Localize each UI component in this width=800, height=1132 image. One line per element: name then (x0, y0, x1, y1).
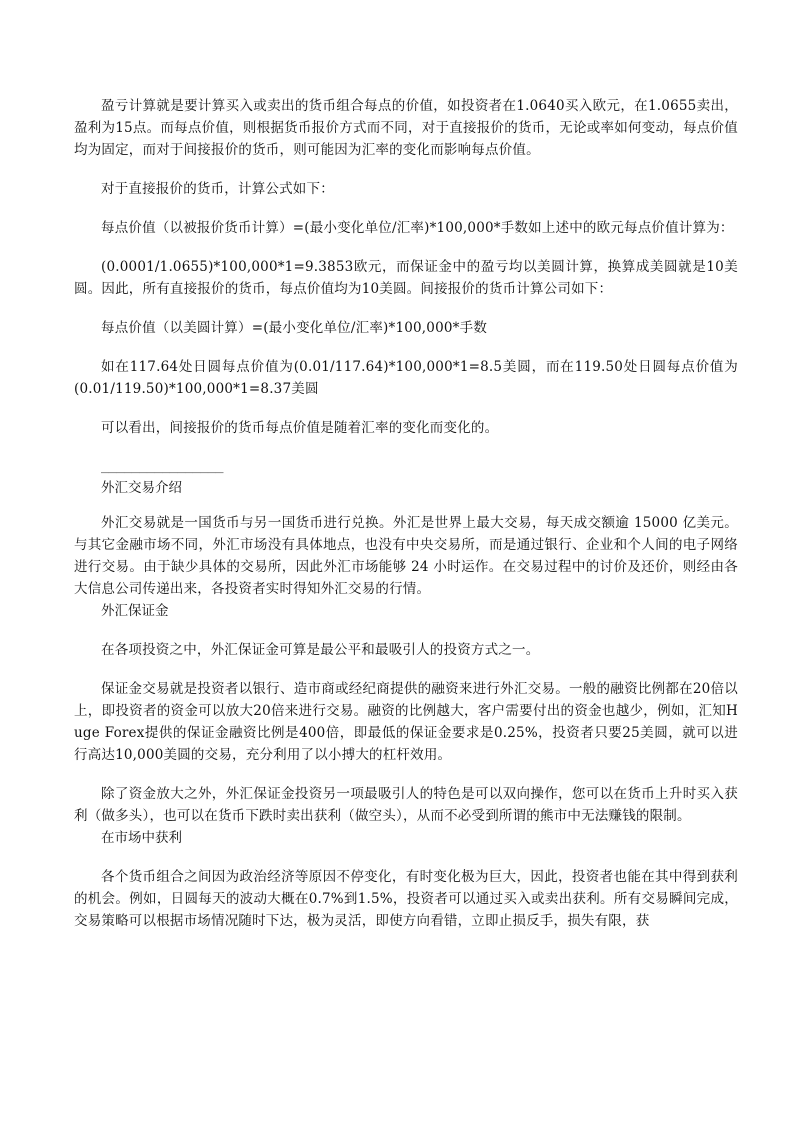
paragraph-margin-fairness: 在各项投资之中，外汇保证金可算是最公平和最吸引人的投资方式之一。 (101, 642, 540, 658)
heading-forex-intro: 外汇交易介绍 (101, 480, 182, 496)
paragraph-two-way-trading: 除了资金放大之外，外汇保证金投资另一项最吸引人的特色是可以双向操作，您可以在货币上升时买入获利（做多头），也可以在货币下跌时卖出获利（做空头），从而不必受到所谓的熊市中无法赚钱的限制。 (74, 786, 738, 824)
section-divider: ________________ (101, 458, 224, 474)
paragraph-indirect-conclusion: 可以看出，间接报价的货币每点价值是随着汇率的变化而变化的。 (101, 420, 499, 436)
paragraph-direct-quote-formula: 每点价值（以被报价货币计算）=(最小变化单位/汇率)*100,000*手数如上述中的欧元每点价值计算为： (101, 220, 734, 236)
paragraph-indirect-quote-formula: 每点价值（以美圆计算）=(最小变化单位/汇率)*100,000*手数 (101, 320, 488, 336)
heading-forex-margin: 外汇保证金 (101, 603, 169, 619)
paragraph-margin-trading: 保证金交易就是投资者以银行、造市商或经纪商提供的融资来进行外汇交易。一般的融资比例都在20倍以上，即投资者的资金可以放大20倍来进行交易。融资的比例越大，客户需要付出的资金也越少，例如，汇知Huge Forex提供的保证金融资比例是400倍，即最低的保证金要求是0.25%，投资者只要25美圆，就可以进行高达10,000美圆的交易，充分利用了以小搏大的杠杆效用。 (74, 681, 738, 763)
paragraph-forex-intro: 外汇交易就是一国货币与另一国货币进行兑换。外汇是世界上最大交易，每天成交额逾 15000 亿美元。与其它金融市场不同，外汇市场没有具体地点，也没有中央交易所，而是通过银行、企业和个人间的电子网络进行交易。由于缺少具体的交易所，因此外汇市场能够 24 小时运作。在交易过程中的讨价及还价，则经由各大信息公司传递出来，各投资者实时得知外汇交易的行情。 (74, 515, 738, 597)
paragraph-direct-quote-intro: 对于直接报价的货币，计算公式如下： (101, 181, 334, 197)
heading-market-profit: 在市场中获利 (101, 830, 182, 846)
paragraph-market-profit: 各个货币组合之间因为政治经济等原因不停变化，有时变化极为巨大，因此，投资者也能在其中得到获利的机会。例如，日圆每天的波动大概在0.7%到1.5%，投资者可以通过买入或卖出获利。所有交易瞬间完成，交易策略可以根据市场情况随时下达，极为灵活，即使方向看错，立即止损反手，损失有限，获 (74, 869, 738, 929)
paragraph-profit-calculation: 盈亏计算就是要计算买入或卖出的货币组合每点的价值，如投资者在1.0640买入欧元，在1.0655卖出，盈利为15点。而每点价值，则根据货币报价方式而不同，对于直接报价的货币，无论或率如何变动，每点价值均为固定，而对于间接报价的货币，则可能因为汇率的变化而影响每点价值。 (74, 98, 738, 158)
paragraph-yen-example: 如在117.64处日圆每点价值为(0.01/117.64)*100,000*1=8.5美圆，而在119.50处日圆每点价值为(0.01/119.50)*100,000*1=8.37美圆 (74, 359, 738, 397)
document-page (74, 95, 738, 932)
paragraph-euro-example: (0.0001/1.0655)*100,000*1=9.3853欧元，而保证金中的盈亏均以美圆计算，换算成美圆就是10美圆。因此，所有直接报价的货币，每点价值均为10美圆。间接报价的货币计算公司如下： (74, 259, 738, 297)
